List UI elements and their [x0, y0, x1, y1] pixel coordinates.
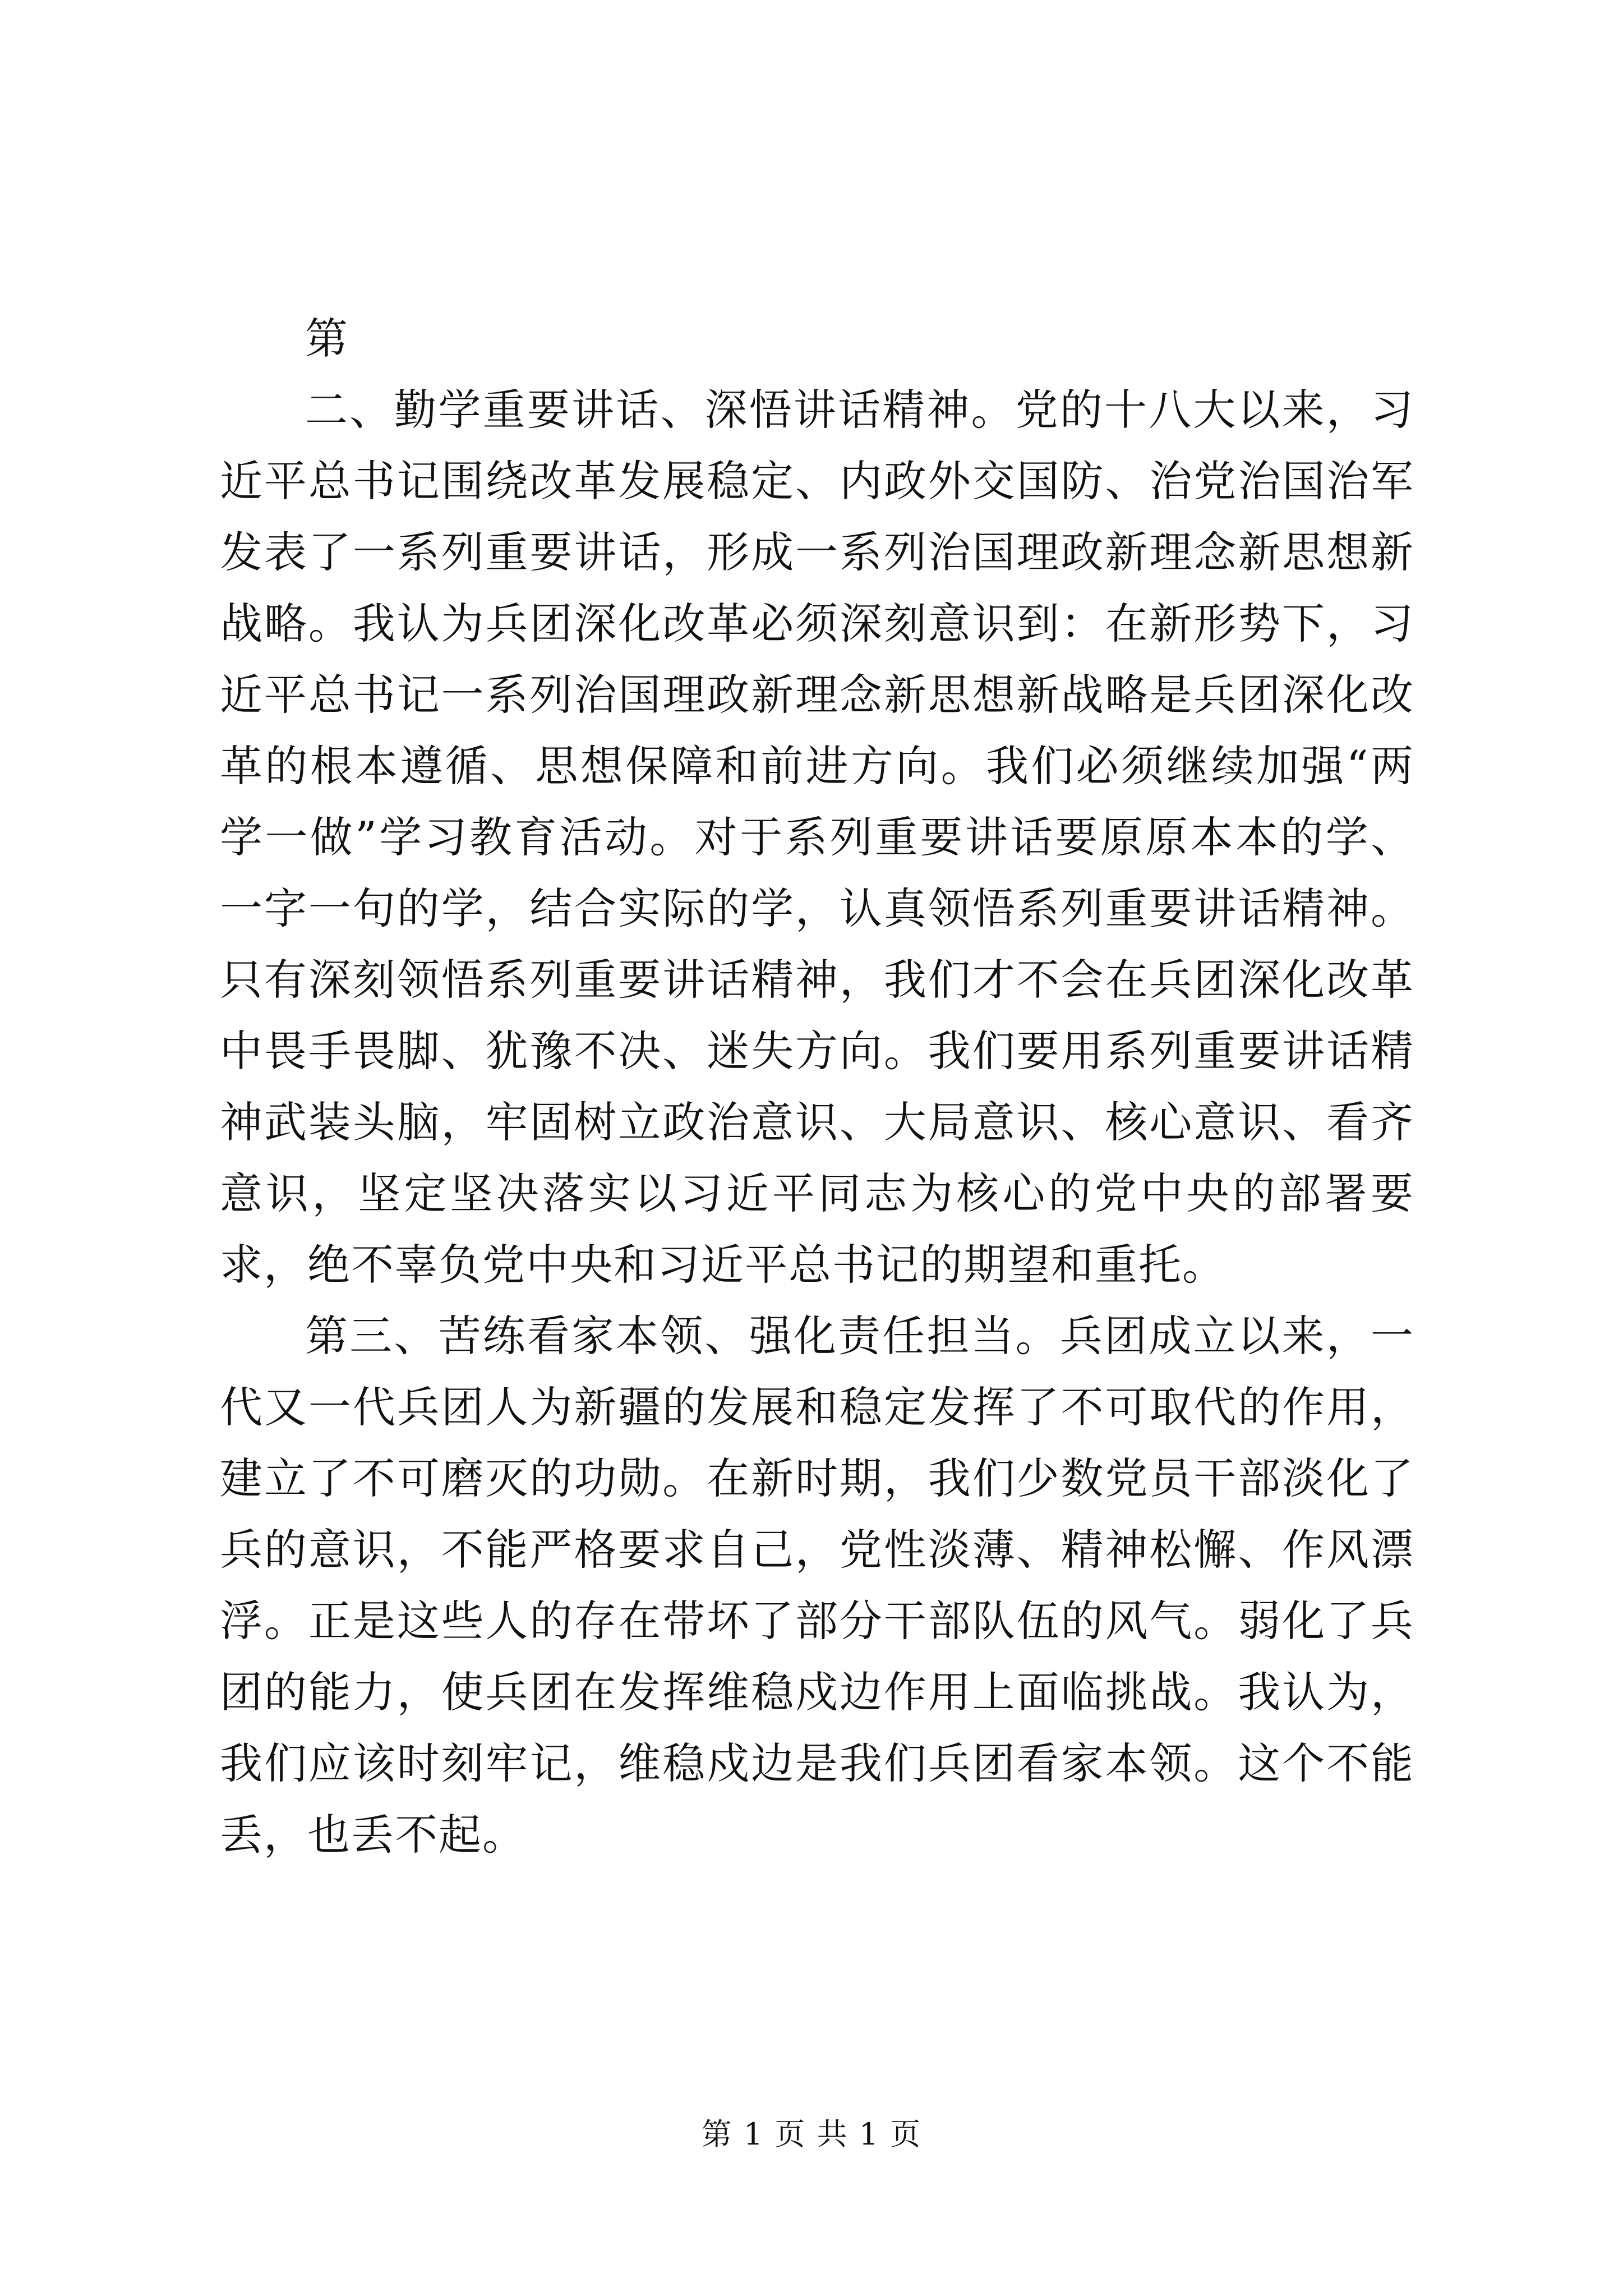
paragraph-section-two: 二、勤学重要讲话、深悟讲话精神。党的十八大以来，习近平总书记围绕改革发展稳定、内政外交国防、治党治国治军发表了一系列重要讲话，形成一系列治国理政新理念新思想新战略。我认为兵团深化改革必须深刻意识到：在新形势下，习近平总书记一系列治国理政新理念新思想新战略是兵团深化改革的根本遵循、思想保障和前进方向。我们必须继续加强“两学一做”学习教育活动。对于系列重要讲话要原原本本的学、一字一句的学，结合实际的学，认真领悟系列重要讲话精神。只有深刻领悟系列重要讲话精神，我们才不会在兵团深化改革中畏手畏脚、犹豫不决、迷失方向。我们要用系列重要讲话精神武装头脑，牢固树立政治意识、大局意识、核心意识、看齐意识，坚定坚决落实以习近平同志为核心的党中央的部署要求，绝不辜负党中央和习近平总书记的期望和重托。	[220, 385, 1414, 1290]
page-footer: 第 1 页 共 1 页	[701, 2116, 922, 2152]
paragraph-heading-fragment: 第	[305, 314, 349, 364]
paragraph-section-three: 第三、苦练看家本领、强化责任担当。兵团成立以来，一代又一代兵团人为新疆的发展和稳定发挥了不可取代的作用，建立了不可磨灭的功勋。在新时期，我们少数党员干部淡化了兵的意识，不能严格要求自己，党性淡薄、精神松懈、作风漂浮。正是这些人的存在带坏了部分干部队伍的风气。弱化了兵团的能力，使兵团在发挥维稳戍边作用上面临挑战。我认为，我们应该时刻牢记，维稳戍边是我们兵团看家本领。这个不能丢，也丢不起。	[220, 1311, 1414, 1860]
document-body	[220, 303, 1414, 1870]
